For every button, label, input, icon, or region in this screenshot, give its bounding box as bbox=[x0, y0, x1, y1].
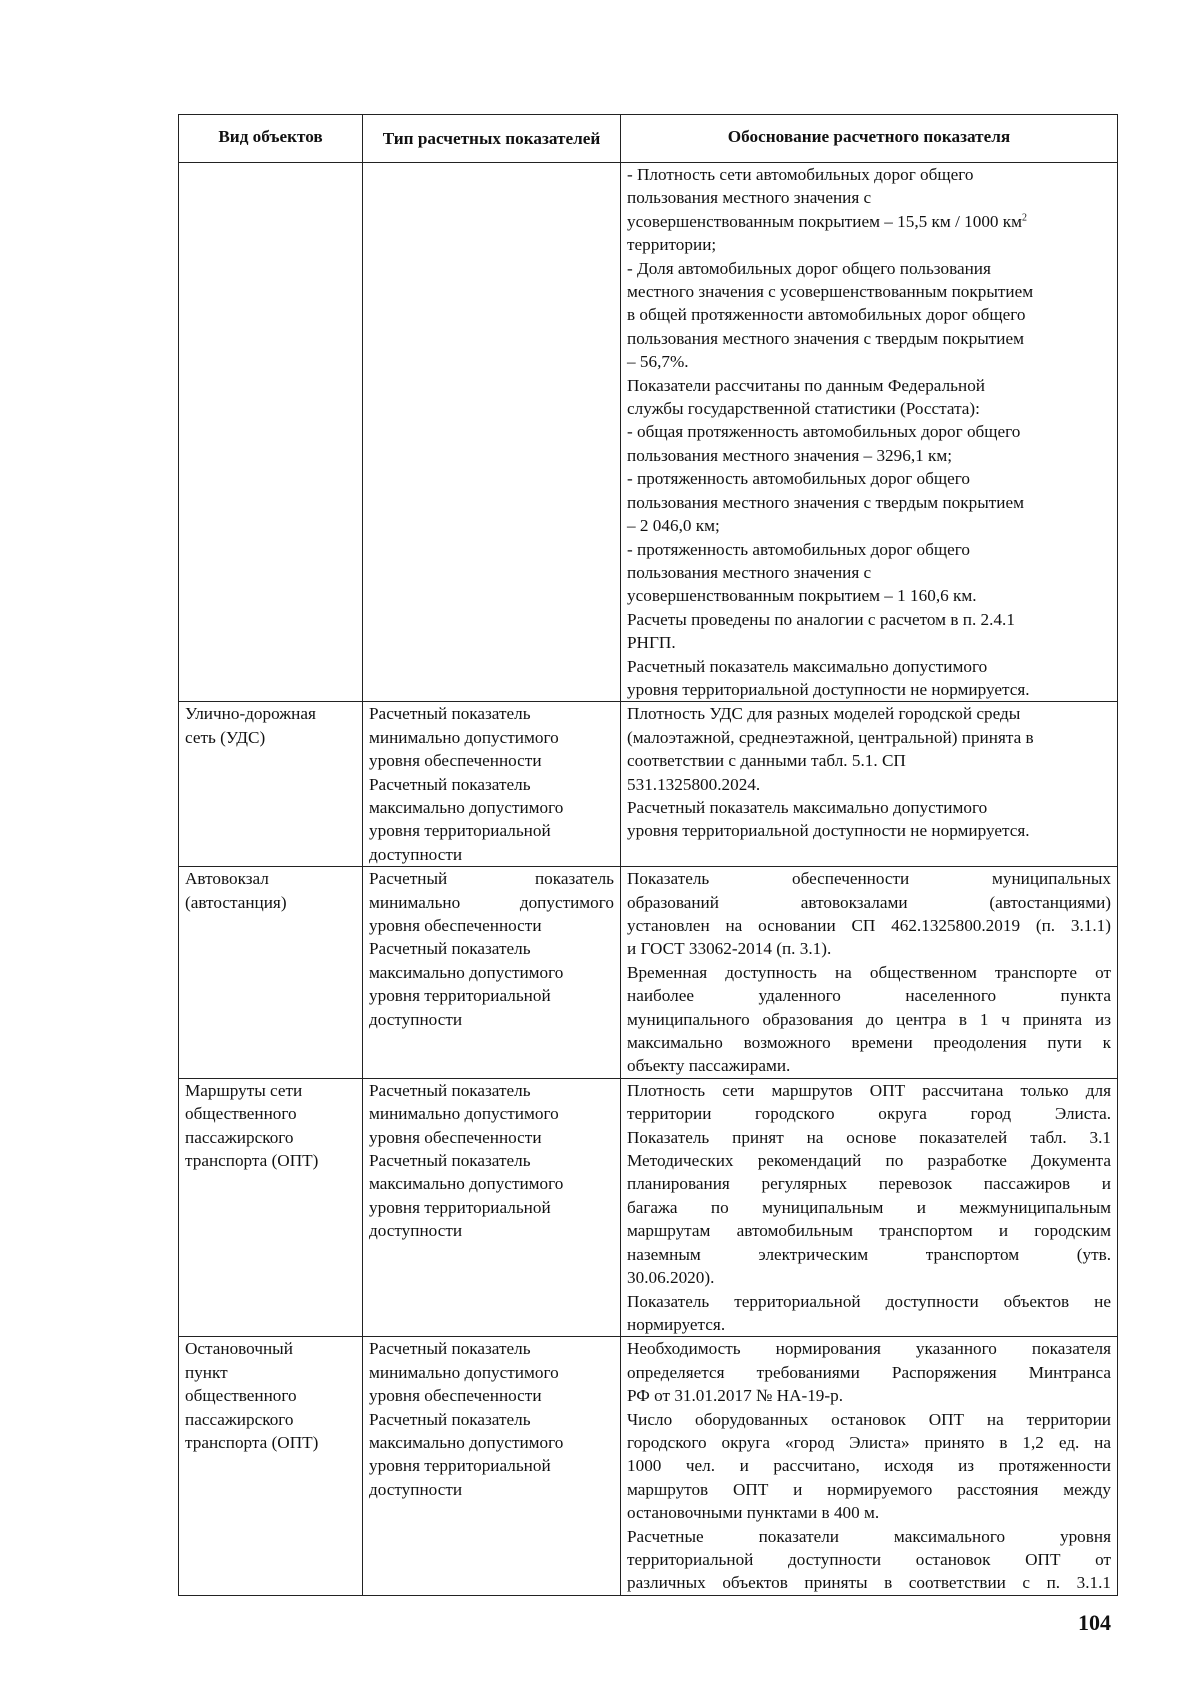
cell-text-line: уровня территориальной доступности не нормируется. bbox=[627, 679, 1030, 699]
cell-text-line: пассажирского bbox=[185, 1409, 294, 1429]
cell-text-line: образований автовокзалами (автостанциями) bbox=[627, 892, 1111, 912]
cell-text-line: пассажирского bbox=[185, 1127, 294, 1147]
cell-text-line: – 56,7%. bbox=[627, 352, 689, 372]
cell-text-line: усовершенствованным покрытием – 15,5 км / 1000 $км^2$ bbox=[627, 211, 1028, 231]
cell-text-line: максимально допустимого bbox=[369, 1432, 564, 1452]
cell-text-line: Показатель обеспеченности муниципальных bbox=[627, 869, 1111, 889]
cell-text-line: сеть (УДС) bbox=[185, 727, 266, 747]
cell-text-line: Расчетный показатель максимально допустимого bbox=[627, 656, 988, 676]
cell-text-line: минимально допустимого bbox=[369, 1362, 559, 1382]
cell-justification bbox=[621, 1078, 1118, 1336]
cell-text-line: доступности bbox=[369, 1479, 463, 1499]
cell-text-line: пользования местного значения с bbox=[627, 562, 872, 582]
cell-text-line: Расчетный показатель bbox=[369, 1080, 531, 1100]
cell-text-line: нормируется. bbox=[627, 1314, 726, 1334]
cell-text-line: Расчетный показатель bbox=[369, 1409, 531, 1429]
cell-text-line: минимально допустимого bbox=[369, 1104, 559, 1124]
cell-text-line: определяется требованиями Распоряжения Минтранса bbox=[627, 1362, 1111, 1382]
header-object-kind: Вид объектов bbox=[179, 115, 363, 163]
cell-text-line: Показатели рассчитаны по данным Федеральной bbox=[627, 375, 985, 395]
cell-text-line: уровня территориальной доступности не нормируется. bbox=[627, 821, 1030, 841]
cell-text-line: доступности bbox=[369, 844, 463, 864]
cell-text-line: Улично-дорожная bbox=[185, 704, 316, 724]
cell-text-line: транспорта (ОПТ) bbox=[185, 1432, 319, 1452]
cell-text-line: - протяженность автомобильных дорог общего bbox=[627, 469, 970, 489]
cell-text-line: пункт bbox=[185, 1362, 228, 1382]
cell-text-line: городского округа «город Элиста» принято в 1,2 ед. на bbox=[627, 1432, 1111, 1452]
cell-text-line: наиболее удаленного населенного пункта bbox=[627, 986, 1111, 1006]
page-number: 104 bbox=[1078, 1610, 1111, 1635]
table-header-row bbox=[179, 115, 1118, 163]
cell-text-line: РНГП. bbox=[627, 633, 676, 653]
cell-text-line: доступности bbox=[369, 1221, 463, 1241]
cell-text-line: – 2 046,0 км; bbox=[627, 516, 720, 536]
cell-text-line: территории; bbox=[627, 235, 717, 255]
table-row bbox=[179, 163, 1118, 702]
cell-text-line: максимально допустимого bbox=[369, 1174, 564, 1194]
cell-text-line: уровня территориальной bbox=[369, 821, 551, 841]
cell-text-line: остановочными пунктами в 400 м. bbox=[627, 1503, 880, 1523]
cell-text-line: уровня обеспеченности bbox=[369, 916, 542, 935]
cell-text-line: пользования местного значения – 3296,1 км; bbox=[627, 445, 953, 465]
cell-text-line: в общей протяженности автомобильных дорог общего bbox=[627, 305, 1026, 325]
cell-text-line: Показатель территориальной доступности объектов не bbox=[627, 1291, 1111, 1311]
table-row bbox=[179, 1337, 1118, 1595]
cell-text-line: (малоэтажной, среднеэтажной, центральной) принята в bbox=[627, 727, 1034, 747]
cell-text-line: уровня территориальной bbox=[369, 986, 551, 1006]
cell-text-line: различных объектов приняты в соответствии с п. 3.1.1 bbox=[627, 1573, 1111, 1593]
cell-text-line: Расчетный показатель bbox=[369, 774, 531, 794]
header-justification: Обоснование расчетного показателя bbox=[621, 115, 1118, 163]
table-row bbox=[179, 1078, 1118, 1336]
cell-object-kind bbox=[179, 1337, 363, 1595]
cell-text-line: Расчетный показатель максимально допустимого bbox=[627, 797, 988, 817]
cell-justification bbox=[621, 163, 1118, 702]
justification-table bbox=[178, 114, 1118, 1596]
cell-text-line: - Доля автомобильных дорог общего пользования bbox=[627, 258, 991, 278]
cell-text-line: доступности bbox=[369, 1009, 463, 1029]
cell-text-line: 30.06.2020). bbox=[627, 1268, 715, 1288]
cell-text-line: максимально допустимого bbox=[369, 797, 564, 817]
cell-text-line: пользования местного значения с твердым покрытием bbox=[627, 492, 1024, 512]
cell-text-line: службы государственной статистики (Росстата): bbox=[627, 399, 980, 419]
cell-object-kind bbox=[179, 163, 363, 702]
cell-indicator-type bbox=[363, 702, 621, 867]
cell-text-line: багажа по муниципальным и межмуниципальным bbox=[627, 1197, 1111, 1217]
unit-superscript: 2 bbox=[1022, 212, 1028, 224]
cell-text-line: Расчетный показатель bbox=[369, 869, 614, 889]
cell-text-line: общественного bbox=[185, 1104, 297, 1124]
cell-text-line: Временная доступность на общественном транспорте от bbox=[627, 962, 1111, 982]
cell-text-line: максимально возможного времени преодоления пути к bbox=[627, 1033, 1111, 1053]
cell-text-line: установлен на основании СП 462.1325800.2019 (п. 3.1.1) bbox=[627, 916, 1111, 935]
cell-text-line: Расчетный показатель bbox=[369, 704, 531, 724]
cell-text-line: Расчетный показатель bbox=[369, 1339, 531, 1359]
cell-indicator-type bbox=[363, 1078, 621, 1336]
cell-object-kind bbox=[179, 1078, 363, 1336]
cell-indicator-type bbox=[363, 163, 621, 702]
cell-text-line: планирования регулярных перевозок пассажиров и bbox=[627, 1174, 1111, 1194]
cell-text-line: уровня обеспеченности bbox=[369, 1127, 542, 1147]
cell-text-line: уровня территориальной bbox=[369, 1197, 551, 1217]
cell-text-line: - общая протяженность автомобильных дорог общего bbox=[627, 422, 1021, 442]
cell-text-line: 531.1325800.2024. bbox=[627, 774, 761, 794]
cell-text-line: Расчетный показатель bbox=[369, 1151, 531, 1171]
cell-text-line: объекту пассажирами. bbox=[627, 1056, 791, 1076]
cell-text-line: уровня обеспеченности bbox=[369, 1386, 542, 1406]
cell-text-line: территориальной доступности остановок ОПТ от bbox=[627, 1549, 1111, 1569]
table-row bbox=[179, 702, 1118, 867]
cell-text-line: наземным электрическим транспортом (утв. bbox=[627, 1244, 1111, 1264]
cell-text-line: - протяженность автомобильных дорог общего bbox=[627, 539, 970, 559]
cell-text-line: РФ от 31.01.2017 № НА-19-р. bbox=[627, 1386, 844, 1406]
cell-text-line: усовершенствованным покрытием – 1 160,6 км. bbox=[627, 586, 977, 606]
cell-text-line: транспорта (ОПТ) bbox=[185, 1151, 319, 1171]
cell-text-line: уровня территориальной bbox=[369, 1456, 551, 1476]
cell-justification bbox=[621, 867, 1118, 1079]
cell-text-line: (автостанция) bbox=[185, 892, 287, 912]
cell-text-line: Остановочный bbox=[185, 1339, 293, 1359]
cell-object-kind bbox=[179, 867, 363, 1079]
cell-justification bbox=[621, 1337, 1118, 1595]
cell-text-line: Плотность УДС для разных моделей городской среды bbox=[627, 704, 1021, 724]
cell-object-kind bbox=[179, 702, 363, 867]
cell-text-line: Показатель принят на основе показателей табл. 3.1 bbox=[627, 1127, 1111, 1147]
cell-text-line: местного значения с усовершенствованным покрытием bbox=[627, 282, 1034, 302]
cell-text-line: общественного bbox=[185, 1386, 297, 1406]
cell-text-line: маршрутам автомобильным транспортом и городским bbox=[627, 1221, 1111, 1241]
cell-text-line: Необходимость нормирования указанного показателя bbox=[627, 1339, 1111, 1359]
cell-text-line: пользования местного значения с твердым покрытием bbox=[627, 328, 1024, 348]
cell-text-line: - Плотность сети автомобильных дорог общего bbox=[627, 165, 974, 184]
cell-text-line: пользования местного значения с bbox=[627, 188, 872, 208]
cell-text-line: Автовокзал bbox=[185, 869, 269, 889]
cell-text-line: соответствии с данными табл. 5.1. СП bbox=[627, 751, 906, 771]
cell-text-line: минимально допустимого bbox=[369, 727, 559, 747]
cell-text-line: минимально допустимого bbox=[369, 892, 614, 912]
cell-text-line: уровня обеспеченности bbox=[369, 751, 542, 771]
table-body bbox=[179, 163, 1118, 1596]
table-row bbox=[179, 867, 1118, 1079]
cell-text-line: муниципального образования до центра в 1 ч принята из bbox=[627, 1009, 1111, 1029]
cell-text-line: Маршруты сети bbox=[185, 1080, 303, 1100]
cell-text-line: Число оборудованных остановок ОПТ на территории bbox=[627, 1409, 1111, 1429]
cell-text-line: Расчетные показатели максимального уровня bbox=[627, 1526, 1111, 1546]
cell-text-line: маршрутов ОПТ и нормируемого расстояния между bbox=[627, 1479, 1111, 1499]
cell-text-line: Плотность сети маршрутов ОПТ рассчитана только для bbox=[627, 1080, 1111, 1100]
cell-indicator-type bbox=[363, 1337, 621, 1595]
cell-text-line: Расчетный показатель bbox=[369, 939, 531, 959]
cell-text-line: 1000 чел. и рассчитано, исходя из протяженности bbox=[627, 1456, 1111, 1476]
cell-justification bbox=[621, 702, 1118, 867]
cell-text-line: максимально допустимого bbox=[369, 962, 564, 982]
cell-indicator-type bbox=[363, 867, 621, 1079]
cell-text-line: Расчеты проведены по аналогии с расчетом в п. 2.4.1 bbox=[627, 609, 1015, 629]
cell-text-line: территории городского округа город Элиста. bbox=[627, 1104, 1111, 1124]
cell-text-line: и ГОСТ 33062-2014 (п. 3.1). bbox=[627, 939, 832, 959]
cell-text-line: Методических рекомендаций по разработке Документа bbox=[627, 1151, 1111, 1171]
header-indicator-type: Тип расчетных показателей bbox=[363, 115, 621, 163]
